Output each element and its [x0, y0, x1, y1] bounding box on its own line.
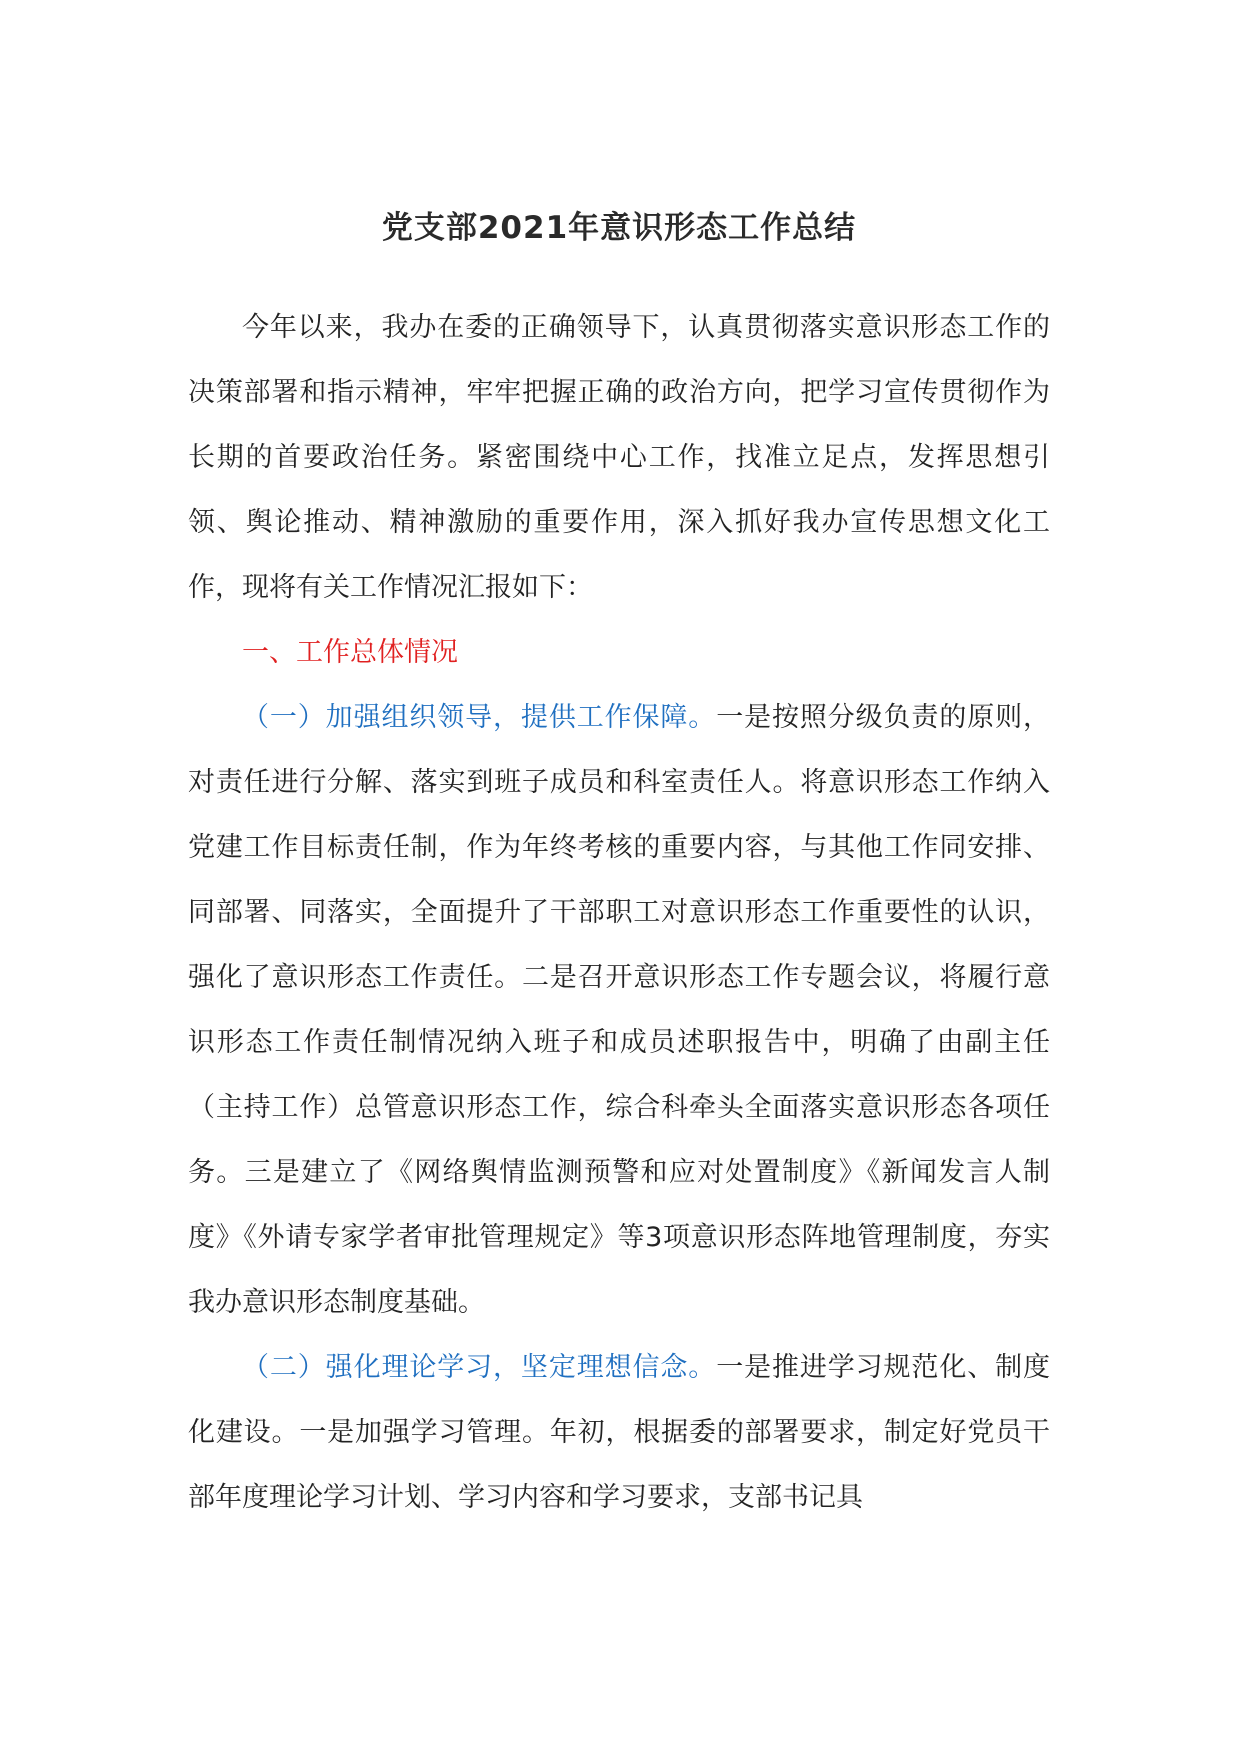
subsection-heading-1: （一）加强组织领导，提供工作保障。	[242, 702, 717, 733]
document-title: 党支部2021年意识形态工作总结	[381, 210, 857, 246]
subsection-heading-2: （二）强化理论学习，坚定理想信念。	[242, 1352, 717, 1383]
section-heading-1: 一、工作总体情况	[242, 637, 458, 668]
subsection-paragraph-2	[188, 1335, 1050, 1530]
subsection-paragraph-1	[188, 685, 1050, 1335]
subsection-body-1: 一是按照分级负责的原则，对责任进行分解、落实到班子成员和科室责任人。将意识形态工作纳入党建工作目标责任制，作为年终考核的重要内容，与其他工作同安排、同部署、同落实，全面提升了干部职工对意识形态工作重要性的认识，强化了意识形态工作责任。二是召开意识形态工作专题会议，将履行意识形态工作责任制情况纳入班子和成员述职报告中，明确了由副主任（主持工作）总管意识形态工作，综合科牵头全面落实意识形态各项任务。三是建立了《网络舆情监测预警和应对处置制度》《新闻发言人制度》《外请专家学者审批管理规定》等3项意识形态阵地管理制度，夯实我办意识形态制度基础。	[188, 702, 1051, 1318]
intro-paragraph: 今年以来，我办在委的正确领导下，认真贯彻落实意识形态工作的决策部署和指示精神，牢牢把握正确的政治方向，把学习宣传贯彻作为长期的首要政治任务。紧密围绕中心工作，找准立足点，发挥思想引领、舆论推动、精神激励的重要作用，深入抓好我办宣传思想文化工作，现将有关工作情况汇报如下：	[188, 312, 1050, 603]
document-page	[188, 205, 1050, 1530]
subsection-body-2: 一是推进学习规范化、制度化建设。一是加强学习管理。年初，根据委的部署要求，制定好党员干部年度理论学习计划、学习内容和学习要求，支部书记具	[188, 1352, 1051, 1513]
